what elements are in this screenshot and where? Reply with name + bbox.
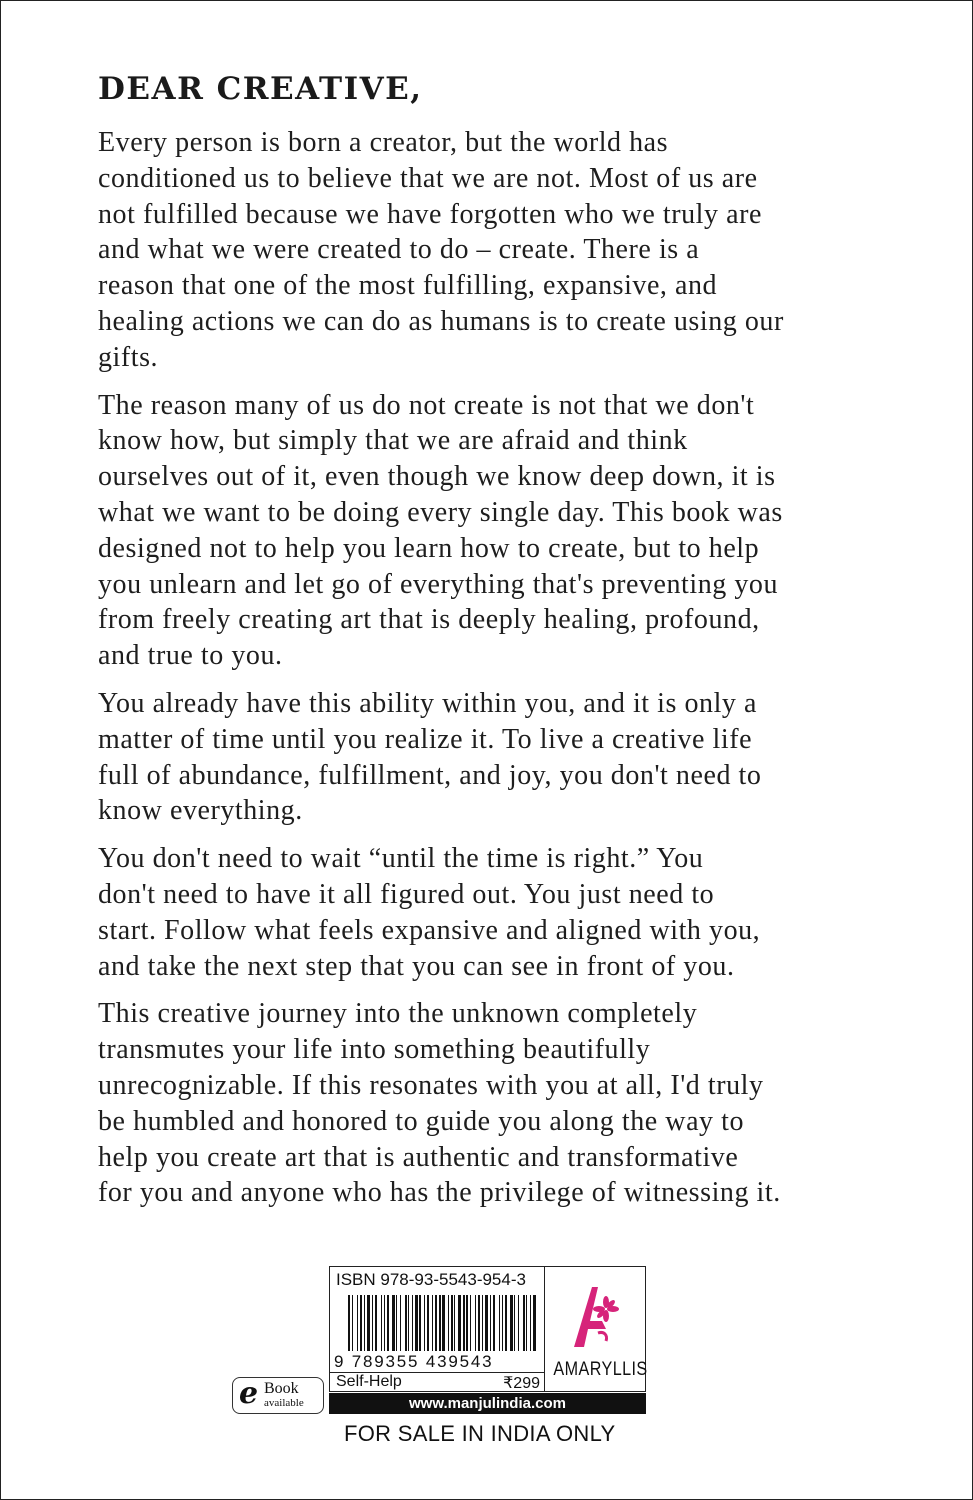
paragraph-line: help you create art that is authentic and transformative: [98, 1141, 739, 1173]
paragraph-line: You already have this ability within you, and it is only a: [98, 687, 757, 719]
paragraph-line: healing actions we can do as humans is to create using our: [98, 305, 784, 337]
paragraph-line: don't need to have it all figured out. You just need to: [98, 878, 715, 910]
paragraph-line: unrecognizable. If this resonates with you at all, I'd truly: [98, 1069, 764, 1101]
paragraph-line: and what we were created to do – create. There is a: [98, 234, 700, 266]
paragraph-line: gifts.: [98, 341, 159, 373]
barcode-block: [329, 1266, 646, 1392]
book-category: Self-Help: [336, 1373, 402, 1390]
publisher-url[interactable]: www.manjulindia.com: [329, 1393, 646, 1414]
paragraph-line: not fulfilled because we have forgotten who we truly are: [98, 198, 762, 230]
letter-paragraph: [98, 841, 898, 984]
letter-paragraph: [98, 125, 898, 376]
letter-body: [98, 125, 898, 1223]
paragraph-line: you unlearn and let go of everything that's preventing you: [98, 568, 779, 600]
barcode-image: [330, 1291, 544, 1353]
paragraph-line: and true to you.: [98, 640, 283, 672]
barcode-divider: [544, 1267, 545, 1391]
ebook-available-badge: [232, 1377, 324, 1414]
paragraph-line: Every person is born a creator, but the world has: [98, 127, 669, 158]
ebook-available-text: available: [264, 1397, 304, 1409]
paragraph-line: what we want to be doing every single day. This book was: [98, 496, 783, 528]
paragraph-line: The reason many of us do not create is not that we don't: [98, 389, 755, 421]
letter-heading: DEAR CREATIVE,: [98, 71, 423, 107]
paragraph-line: conditioned us to believe that we are not. Most of us are: [98, 162, 758, 194]
letter-paragraph: [98, 996, 898, 1211]
paragraph-line: You don't need to wait “until the time is right.” You: [98, 843, 704, 875]
paragraph-line: reason that one of the most fulfilling, expansive, and: [98, 270, 718, 302]
paragraph-line: designed not to help you learn how to create, but to help: [98, 532, 760, 564]
amaryllis-logo-icon: [568, 1281, 624, 1353]
sale-notice: FOR SALE IN INDIA ONLY: [344, 1421, 616, 1446]
ebook-letter: e: [239, 1376, 259, 1411]
paragraph-line: be humbled and honored to guide you along the way to: [98, 1105, 745, 1137]
paragraph-line: matter of time until you realize it. To live a creative life: [98, 723, 753, 755]
isbn-label: ISBN 978-93-5543-954-3: [336, 1270, 526, 1289]
paragraph-line: full of abundance, fulfillment, and joy, you don't need to: [98, 759, 762, 791]
paragraph-line: and take the next step that you can see in front of you.: [98, 950, 735, 982]
paragraph-line: for you and anyone who has the privilege of witnessing it.: [98, 1177, 781, 1209]
ebook-word: Book: [264, 1380, 299, 1397]
book-price: ₹299: [503, 1375, 540, 1392]
paragraph-line: transmutes your life into something beautifully: [98, 1034, 651, 1066]
letter-paragraph: [98, 686, 898, 829]
paragraph-line: ourselves out of it, even though we know deep down, it is: [98, 461, 776, 493]
barcode-digits: 9 789355 439543: [334, 1352, 494, 1371]
paragraph-line: from freely creating art that is deeply healing, profound,: [98, 604, 760, 636]
paragraph-line: know everything.: [98, 795, 303, 827]
publisher-logo: [546, 1267, 648, 1391]
paragraph-line: know how, but simply that we are afraid and think: [98, 425, 688, 457]
paragraph-line: start. Follow what feels expansive and aligned with you,: [98, 914, 761, 946]
publisher-name: AMARYLLIS: [553, 1359, 648, 1380]
category-price-row: [330, 1372, 544, 1392]
letter-paragraph: [98, 388, 898, 674]
paragraph-line: This creative journey into the unknown completely: [98, 998, 698, 1030]
